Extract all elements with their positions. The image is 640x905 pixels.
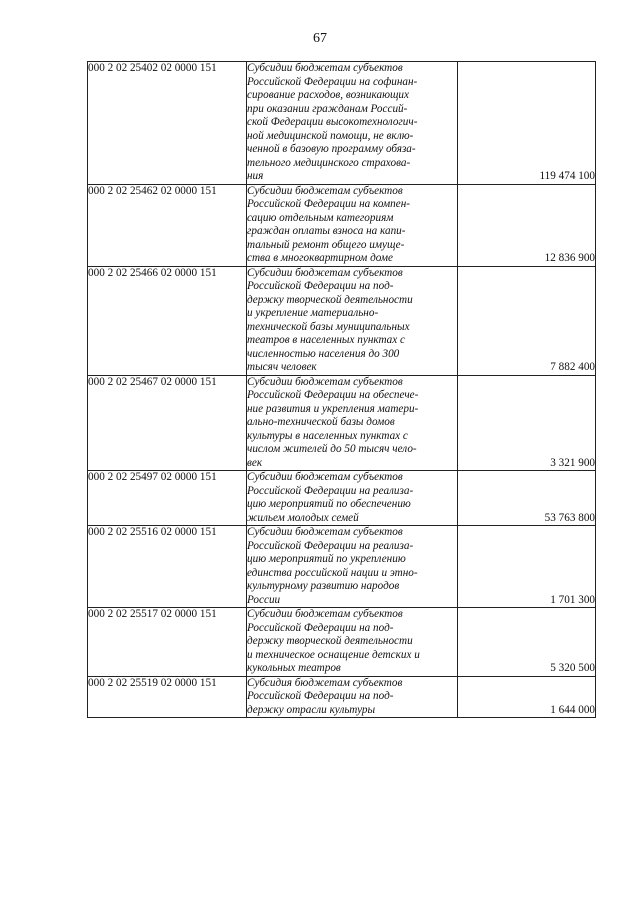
description-line: кукольных театров <box>247 662 341 674</box>
description-line: Российской Федерации на софинан- <box>247 75 418 88</box>
description-line: Субсидии бюджетам субъектов <box>247 62 403 74</box>
description-line: век <box>247 456 263 469</box>
budget-code-cell: 000 2 02 25402 02 0000 151 <box>88 62 247 185</box>
description-cell <box>247 184 458 266</box>
description-line: держку отрасли культуры <box>247 703 376 716</box>
budget-code-cell: 000 2 02 25466 02 0000 151 <box>88 266 247 375</box>
description-line: Российской Федерации на реализа- <box>247 484 414 497</box>
amount-cell: 3 321 900 <box>458 375 596 471</box>
description-line: Российской Федерации на под- <box>247 280 394 292</box>
description-line: Российской Федерации на под- <box>247 621 394 634</box>
budget-code-cell: 000 2 02 25516 02 0000 151 <box>88 526 247 608</box>
description-line: держку творческой деятельности <box>247 635 413 647</box>
description-line: ние развития и укрепления матери- <box>247 402 419 415</box>
description-line: держку творческой деятельности <box>247 293 413 306</box>
description-cell <box>247 375 458 471</box>
description-line: ния <box>247 170 264 182</box>
description-line: ной медицинской помощи, не вклю- <box>247 129 414 142</box>
table-row <box>88 676 596 718</box>
description-line: ально-технической базы домов <box>247 416 395 428</box>
description-cell <box>247 676 458 718</box>
budget-code-cell: 000 2 02 25462 02 0000 151 <box>88 184 247 266</box>
description-line: Субсидия бюджетам субъектов <box>247 676 403 689</box>
amount-cell: 5 320 500 <box>458 608 596 677</box>
description-line: и техническое оснащение детских и <box>247 648 420 661</box>
description-line: Российской Федерации на реализа- <box>247 539 414 552</box>
description-line: Субсидии бюджетам субъектов <box>247 266 403 279</box>
table-row <box>88 526 596 608</box>
description-line: технической базы муниципальных <box>247 320 410 333</box>
amount-cell: 119 474 100 <box>458 62 596 185</box>
description-line: ства в многоквартирном доме <box>247 252 394 264</box>
page-number: 67 <box>313 31 327 46</box>
description-cell <box>247 471 458 526</box>
amount-cell: 1 644 000 <box>458 676 596 718</box>
description-line: ченной в базовую программу обяза- <box>247 143 416 155</box>
description-line: тысяч человек <box>247 361 317 373</box>
description-line: сирование расходов, возникающих <box>247 89 409 101</box>
description-cell <box>247 62 458 185</box>
description-line: Субсидии бюджетам субъектов <box>247 471 403 483</box>
table-row <box>88 375 596 471</box>
table-row <box>88 471 596 526</box>
description-line: Российской Федерации на компен- <box>247 198 410 210</box>
description-line: цию мероприятий по укреплению <box>247 553 406 565</box>
description-line: численностью населения до 300 <box>247 347 400 360</box>
description-line: тальный ремонт общего имуще- <box>247 238 405 251</box>
description-cell <box>247 608 458 677</box>
budget-code-cell: 000 2 02 25517 02 0000 151 <box>88 608 247 677</box>
table-row <box>88 184 596 266</box>
description-line: ской Федерации высокотехнологич- <box>247 116 418 128</box>
description-line: культуры в населенных пунктах с <box>247 429 408 442</box>
description-cell <box>247 266 458 375</box>
budget-code-cell: 000 2 02 25519 02 0000 151 <box>88 676 247 718</box>
budget-code-cell: 000 2 02 25497 02 0000 151 <box>88 471 247 526</box>
description-line: России <box>247 593 281 606</box>
amount-cell: 12 836 900 <box>458 184 596 266</box>
description-line: единства российской нации и этно- <box>247 566 418 579</box>
description-line: числом жителей до 50 тысяч чело- <box>247 443 417 455</box>
description-line: и укрепление материально- <box>247 307 379 319</box>
description-line: цию мероприятий по обеспечению <box>247 498 411 510</box>
description-line: сацию отдельным категориям <box>247 211 394 224</box>
description-line: Субсидии бюджетам субъектов <box>247 375 403 388</box>
table-row <box>88 62 596 185</box>
table-row <box>88 608 596 677</box>
description-line: Российской Федерации на под- <box>247 690 394 702</box>
description-line: театров в населенных пунктах с <box>247 334 406 346</box>
budget-table <box>87 61 596 718</box>
description-cell <box>247 526 458 608</box>
table-row <box>88 266 596 375</box>
description-line: Субсидии бюджетам субъектов <box>247 184 403 197</box>
description-line: граждан оплаты взноса на капи- <box>247 225 406 237</box>
amount-cell: 7 882 400 <box>458 266 596 375</box>
budget-table-body <box>88 62 596 718</box>
description-line: Субсидии бюджетам субъектов <box>247 608 403 620</box>
description-line: при оказании гражданам Россий- <box>247 102 408 115</box>
description-line: Субсидии бюджетам субъектов <box>247 526 403 538</box>
amount-cell: 1 701 300 <box>458 526 596 608</box>
budget-code-cell: 000 2 02 25467 02 0000 151 <box>88 375 247 471</box>
description-line: тельного медицинского страхова- <box>247 156 411 169</box>
description-line: жильем молодых семей <box>247 511 359 524</box>
description-line: Российской Федерации на обеспече- <box>247 389 419 401</box>
amount-cell: 53 763 800 <box>458 471 596 526</box>
description-line: культурному развитию народов <box>247 580 400 592</box>
